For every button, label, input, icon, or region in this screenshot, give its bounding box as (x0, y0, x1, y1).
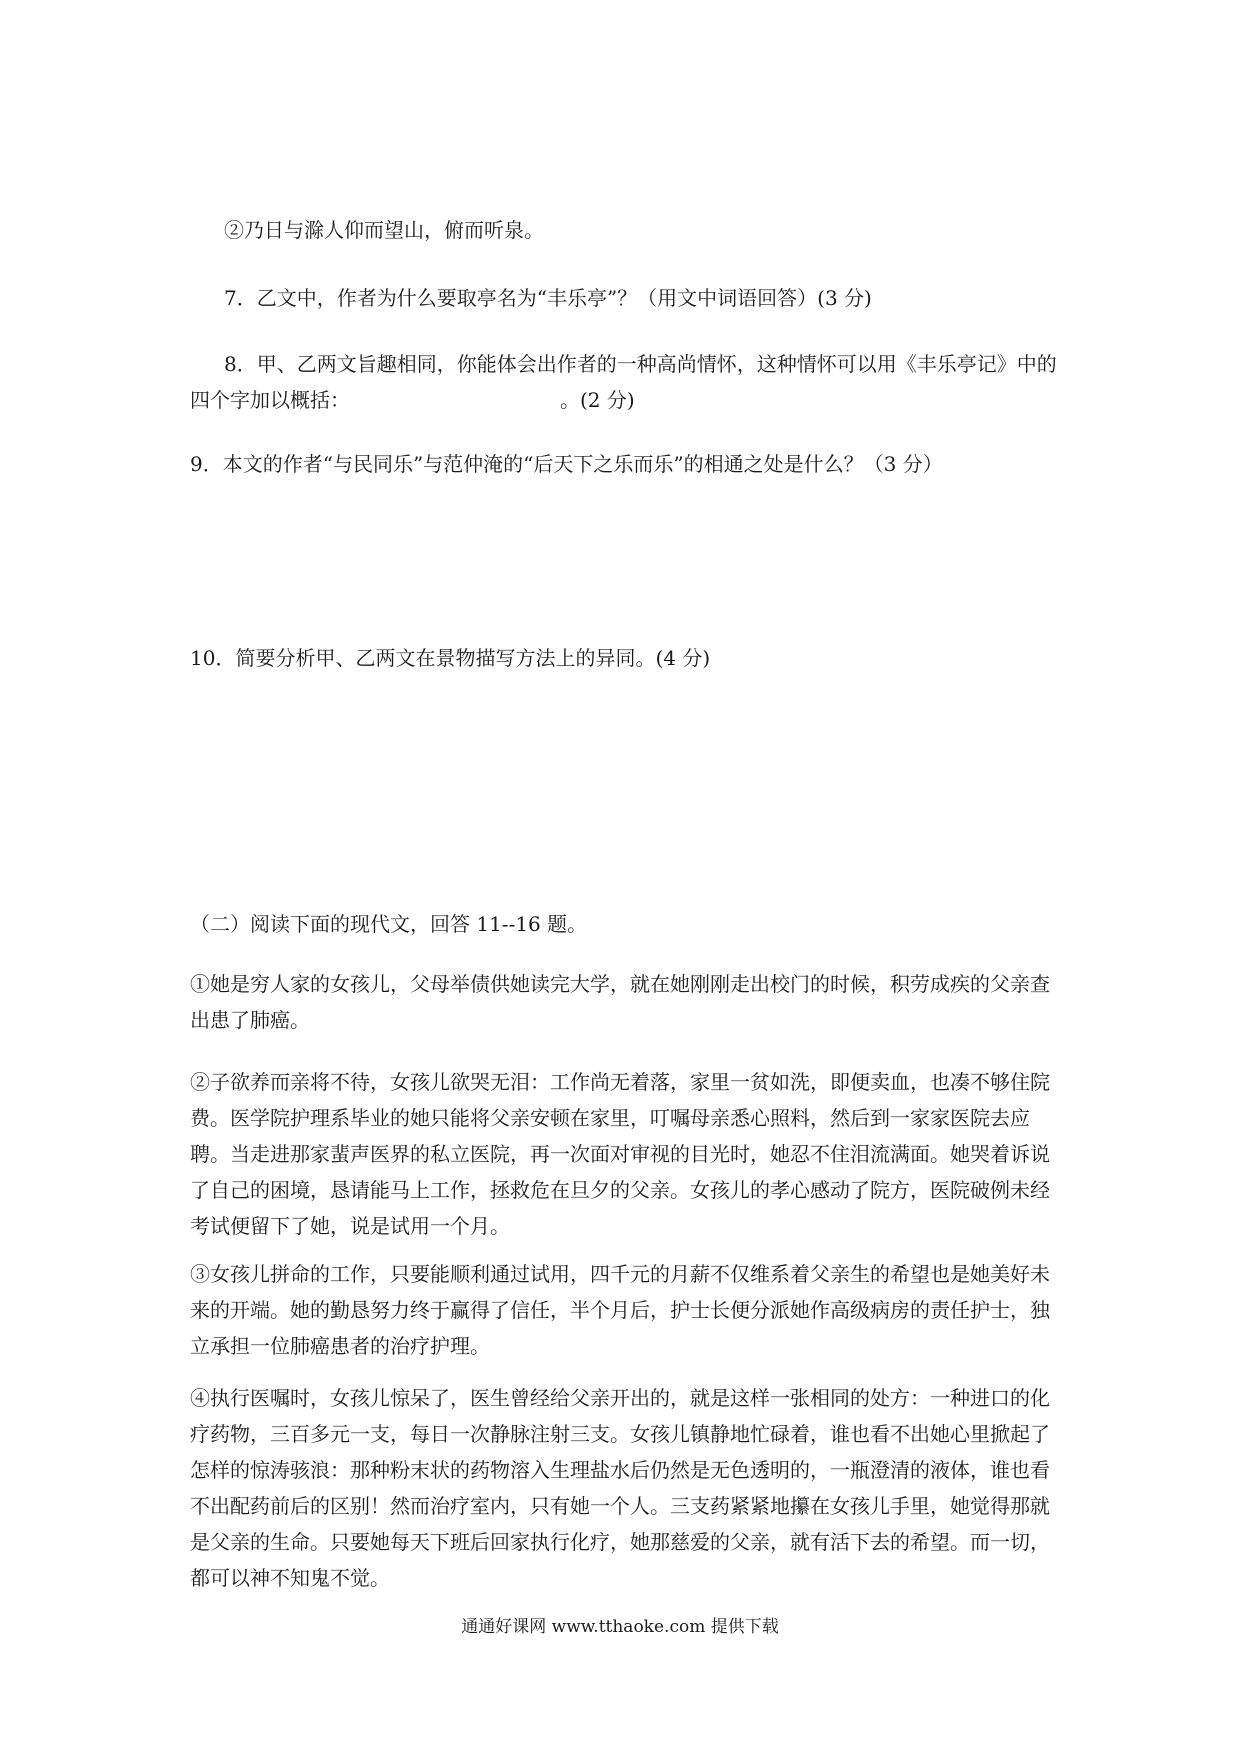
question-8-score: 。(2 分) (560, 388, 635, 412)
question-6-item-2: ②乃日与滁人仰而望山，俯而听泉。 (224, 218, 544, 242)
question-7: 7．乙文中，作者为什么要取亭名为“丰乐亭”？（用文中词语回答）(3 分) (224, 286, 872, 310)
paragraph-2: ②子欲养而亲将不待，女孩儿欲哭无泪：工作尚无着落，家里一贫如洗，即便卖血，也凑不够住院费。医学院护理系毕业的她只能将父亲安顿在家里，叮嘱母亲悉心照料，然后到一家家医院去应聘。当走进那家蜚声医界的私立医院，再一次面对审视的目光时，她忍不住泪流满面。她哭着诉说了自己的困境，恳请能马上工作，拯救危在旦夕的父亲。女孩儿的孝心感动了院方，医院破例未经考试便留下了她，说是试用一个月。 (190, 1070, 1050, 1238)
question-8 (190, 346, 1058, 418)
section-heading: （二）阅读下面的现代文，回答 11--16 题。 (190, 912, 588, 936)
page-footer: 通通好课网 www.tthaoke.com 提供下载 (461, 1617, 779, 1637)
question-9: 9．本文的作者“与民同乐”与范仲淹的“后天下之乐而乐”的相通之处是什么？（3 分） (190, 452, 943, 476)
paragraph-3: ③女孩儿拼命的工作，只要能顺利通过试用，四千元的月薪不仅维系着父亲生的希望也是她美好未来的开端。她的勤恳努力终于赢得了信任，半个月后，护士长便分派她作高级病房的责任护士，独立承担一位肺癌患者的治疗护理。 (190, 1262, 1050, 1358)
paragraph-1: ①她是穷人家的女孩儿，父母举债供她读完大学，就在她刚刚走出校门的时候，积劳成疾的父亲查出患了肺癌。 (190, 972, 1050, 1032)
question-8-text: 8．甲、乙两文旨趣相同，你能体会出作者的一种高尚情怀，这种情怀可以用《丰乐亭记》中的四个字加以概括： (190, 352, 1057, 412)
question-10: 10．简要分析甲、乙两文在景物描写方法上的异同。(4 分) (190, 646, 711, 670)
paragraph-4: ④执行医嘱时，女孩儿惊呆了，医生曾经给父亲开出的，就是这样一张相同的处方：一种进口的化疗药物，三百多元一支，每日一次静脉注射三支。女孩儿镇静地忙碌着，谁也看不出她心里掀起了怎样的惊涛骇浪：那种粉末状的药物溶入生理盐水后仍然是无色透明的，一瓶澄清的液体，谁也看不出配药前后的区别！然而治疗室内，只有她一个人。三支药紧紧地攥在女孩儿手里，她觉得那就是父亲的生命。只要她每天下班后回家执行化疗，她那慈爱的父亲，就有活下去的希望。而一切，都可以神不知鬼不觉。 (190, 1386, 1050, 1590)
